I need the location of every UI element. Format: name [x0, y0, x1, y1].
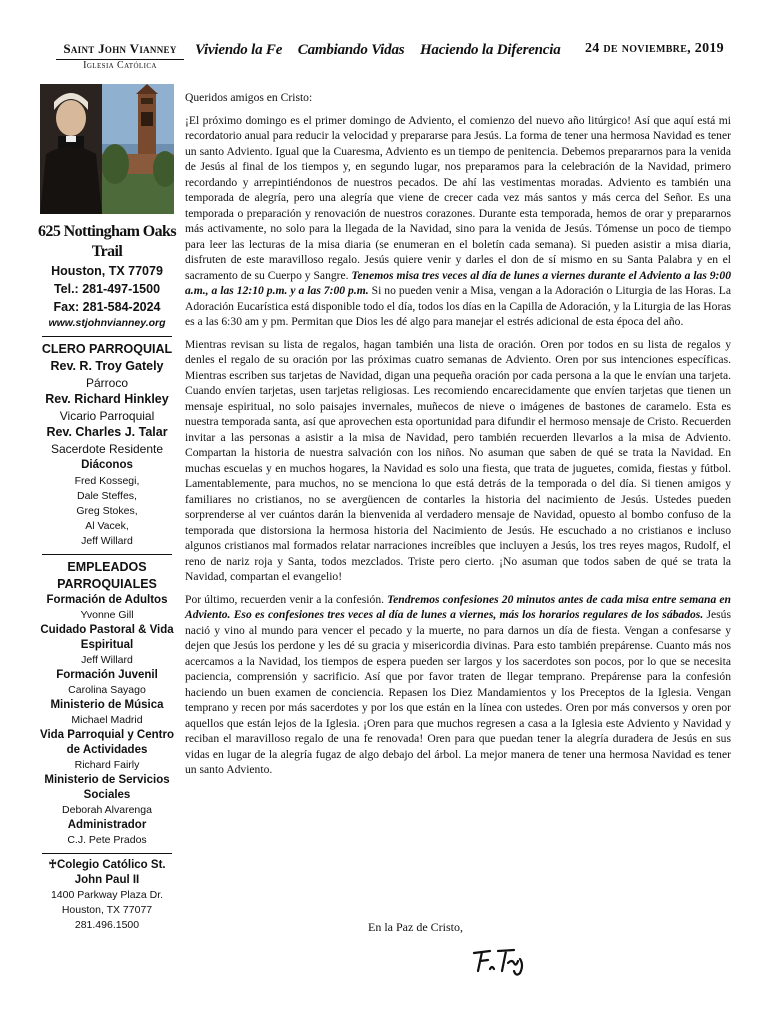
letter-paragraph	[185, 592, 731, 778]
staff-name: Yvonne Gill	[80, 609, 134, 621]
pastor-letter	[185, 90, 731, 785]
confession-times-highlight: Tendremos confesiones 20 minutos antes de cada misa entre semana en Adviento. Eso es confesiones tres veces al día de lunes a viernes, más los horarios regulares de los sábados.	[185, 592, 731, 621]
church-subtitle: Iglesia Católica	[83, 60, 157, 71]
clergy-role: Párroco	[85, 376, 129, 390]
clergy-name: Rev. Charles J. Talar	[46, 425, 168, 439]
header-photo	[40, 84, 174, 214]
paragraph-text: Si no pueden venir a Misa, vengan a la Adoración o Liturgia de las Horas. La Adoración Eucarística está disponible todo el día, todos los días en la Capilla de Adoración, y la Liturgia de las Horas es a las 6:30 am y pm. Permitan que Dios les dé algo para manejar el estrés adicional de esta época del año.	[185, 284, 731, 328]
staff-heading: EMPLEADOS PARROQUIALES	[57, 560, 157, 591]
motto-3: Haciendo la Diferencia	[419, 42, 561, 58]
clergy-name: Rev. Richard Hinkley	[45, 392, 169, 406]
school-phone: 281.496.1500	[74, 919, 140, 931]
staff-dept: Ministerio de Música	[50, 699, 164, 711]
deacon-name: Dale Steffes,	[77, 490, 137, 502]
staff-dept: Ministerio de Servicios Sociales	[44, 774, 170, 801]
issue-date: 24 de noviembre, 2019	[585, 41, 724, 56]
paragraph-text: Jesús nació y vino al mundo para vencer el pecado y la muerte, no para darnos un día de fiesta. Vengan a confesarse y dejen que Jesús los perdone y les dé su gracia y misericordia divinas. Para esto también prepárense. Cuanto más nos acercamos a la Navidad, los tiempos de espera pueden ser largos y los sacerdotes son pocos, por lo que se necesita paciencia, comprensión y sacrificio. Así que por favor traten de llegar temprano. Prepárense para la confesión haciendo un buen examen de conciencia. Repasen los Diez Mandamientos y los Preceptos de la Iglesia. Vengan temprano y recen por más sacerdotes y por los que están en la línea con ustedes. Oren por más conversos y oren por aquellos que están lejos de la Iglesia. ¡Oren para que muchos regresen a casa a la Iglesia este Adviento y Navidad y reciban el maravilloso regalo de una fe renovada! Oren para que puedan tener la alegría duradera de Jesús en sus vidas en lugar de la alegría fugaz de algo debajo del árbol. La mejor manera de tener una hermosa Navidad es tener un santo Adviento.	[185, 608, 731, 776]
website-link[interactable]: www.stjohnvianney.org	[48, 317, 166, 329]
letter-greeting: Queridos amigos en Cristo:	[185, 91, 313, 104]
school-name-block	[34, 858, 180, 888]
divider	[42, 554, 172, 555]
staff-dept: Cuidado Pastoral & Vida Espiritual	[40, 624, 174, 651]
letter-closing: En la Paz de Cristo,	[368, 920, 463, 934]
letter-paragraph	[185, 113, 731, 330]
staff-name: Richard Fairly	[74, 759, 140, 771]
address-street: 625 Nottingham Oaks Trail	[38, 223, 176, 260]
address-city: Houston, TX 77079	[51, 264, 163, 278]
motto-2: Cambiando Vidas	[297, 42, 405, 58]
letter-paragraph: Mientras revisan su lista de regalos, hagan también una lista de oración. Oren por todos en su lista de regalos y denles el regalo de su oración por las próximas cuatro semanas de Adviento. Oren por sus intenciones específicas. Mientras escriben sus tarjetas de Navidad, digan una pequeña oración por cada persona a la que le envían una tarjeta. Cuando envíen tarjetas, usen tarjetas religiosas. Les recomiendo encarecidamente que envíen tarjetas que tienen un mensaje espiritual, no solo paisajes invernales, muñecos de nieve o imágenes de bastones de caramelo. Esta es nuestra temporada santa, así que aprovechen esta oportunidad para difundir el hermoso mensaje de Cristo. Recuerden invitar a las personas a asistir a la misa de Navidad, pero también recuerden llevarlos a la misa de Adviento. Compartan la historia de nuestra salvación con los niños. No asuman que saben de qué se trata la Navidad. En muchas escuelas y en muchos hogares, la Navidad es solo una fiesta, que trata de juguetes, comida, fiestas y fútbol. Lamentablemente, para muchos, no se menciona lo que está detrás de la temporada o del día. Si tienen amigos y familiares no cristianos, no se avergüencen de contarles la historia del nacimiento de Jesús. Ustedes pueden sorprenderse al ver cuántos darán la bienvenida al verdadero mensaje de Navidad, opuesto al bombo confuso de la temporada que distorsiona la hermosa historia del Nacimiento de Jesús. He escuchado a no cristianos e incluso algunos cristianos mal formados relatar narraciones increíbles que incluyen a Jesús, los tres reyes magos, Rudolf, el reno de nariz roja y Santa, todos mezclados. Triste pero cierto. ¡No asuman que todos saben de qué se trata la Navidad, compartan el evangelio!	[185, 337, 731, 583]
school-name: Colegio Católico St. John Paul II	[56, 859, 166, 886]
motto-1: Viviendo la Fe	[195, 42, 283, 58]
paragraph-text: ¡El próximo domingo es el primer domingo de Adviento, el comienzo del nuevo año litúrgico! Así que aquí está mi recordatorio anual para reducir la velocidad y prepararse para Jesús. La forma de tener una hermosa Navidad es tener un santo Adviento. Igual que la Cuaresma, Adviento es un tiempo de penitencia. Debemos prepararnos para la venida de Jesús al final de los tiempos y, en segundo lugar, nos preparamos para la celebración de la Navidad, primero recordando y arrepintiéndonos de nuestros pecados. De ahí las vestimentas moradas. Adviento es también una temporada de alegría, pero una alegría que viene de crecer cada vez más santos y más cerca del Señor. Es una temporada o preparación y renovación de nuestros corazones. Durante esta temporada, hemos de orar y prepararnos más activamente, no solo para la llegada de la Navidad, sino para la venida de Jesús. Tómense un poco de tiempo para leer las lecturas de la misa diaria (se enumeran en el boletín cada semana). Si pueden asistir a misa diaria, disfruten de este maravilloso regalo. Jesús quiere venir y darles el don de sí mismo en su Santa Palabra y en el sacramento de su Cuerpo y Sangre.	[185, 113, 731, 282]
staff-name: C.J. Pete Prados	[67, 834, 147, 846]
staff-name: Jeff Willard	[81, 654, 133, 666]
deacon-name: Jeff Willard	[81, 535, 133, 547]
sidebar	[34, 222, 180, 933]
school-street: 1400 Parkway Plaza Dr.	[50, 889, 164, 901]
signature	[470, 945, 530, 977]
clergy-role: Vicario Parroquial	[59, 409, 155, 423]
divider	[42, 336, 172, 337]
church-photo-illustration	[40, 84, 174, 214]
clergy-role: Sacerdote Residente	[50, 442, 164, 456]
staff-dept: Administrador	[67, 819, 147, 831]
mottos	[195, 42, 573, 59]
clergy-heading: CLERO PARROQUIAL	[41, 342, 173, 356]
deacons-heading: Diáconos	[81, 459, 133, 471]
deacon-name: Greg Stokes,	[76, 505, 138, 517]
phone-number: Tel.: 281-497-1500	[53, 282, 161, 296]
deacon-name: Fred Kossegi,	[74, 475, 140, 487]
staff-name: Michael Madrid	[71, 714, 143, 726]
staff-name: Carolina Sayago	[68, 684, 146, 696]
school-city: Houston, TX 77077	[61, 904, 153, 916]
staff-dept: Formación de Adultos	[46, 594, 168, 606]
cross-icon: ♰	[48, 859, 57, 871]
fax-number: Fax: 281-584-2024	[53, 300, 161, 314]
deacon-name: Al Vacek,	[85, 520, 129, 532]
staff-dept: Formación Juvenil	[56, 669, 158, 681]
mass-times-highlight: Tenemos misa tres veces al día de lunes a viernes durante el Adviento a las 9:00 a.m., a las 12:10 p.m. y a las 7:00 p.m.	[185, 268, 732, 297]
divider	[42, 853, 172, 854]
church-name: Saint John Vianney	[56, 41, 184, 60]
clergy-name: Rev. R. Troy Gately	[50, 359, 164, 373]
staff-dept: Vida Parroquial y Centro de Actividades	[40, 729, 174, 756]
staff-name: Deborah Alvarenga	[62, 804, 152, 816]
paragraph-text: Por último, recuerden venir a la confesión.	[185, 592, 388, 606]
